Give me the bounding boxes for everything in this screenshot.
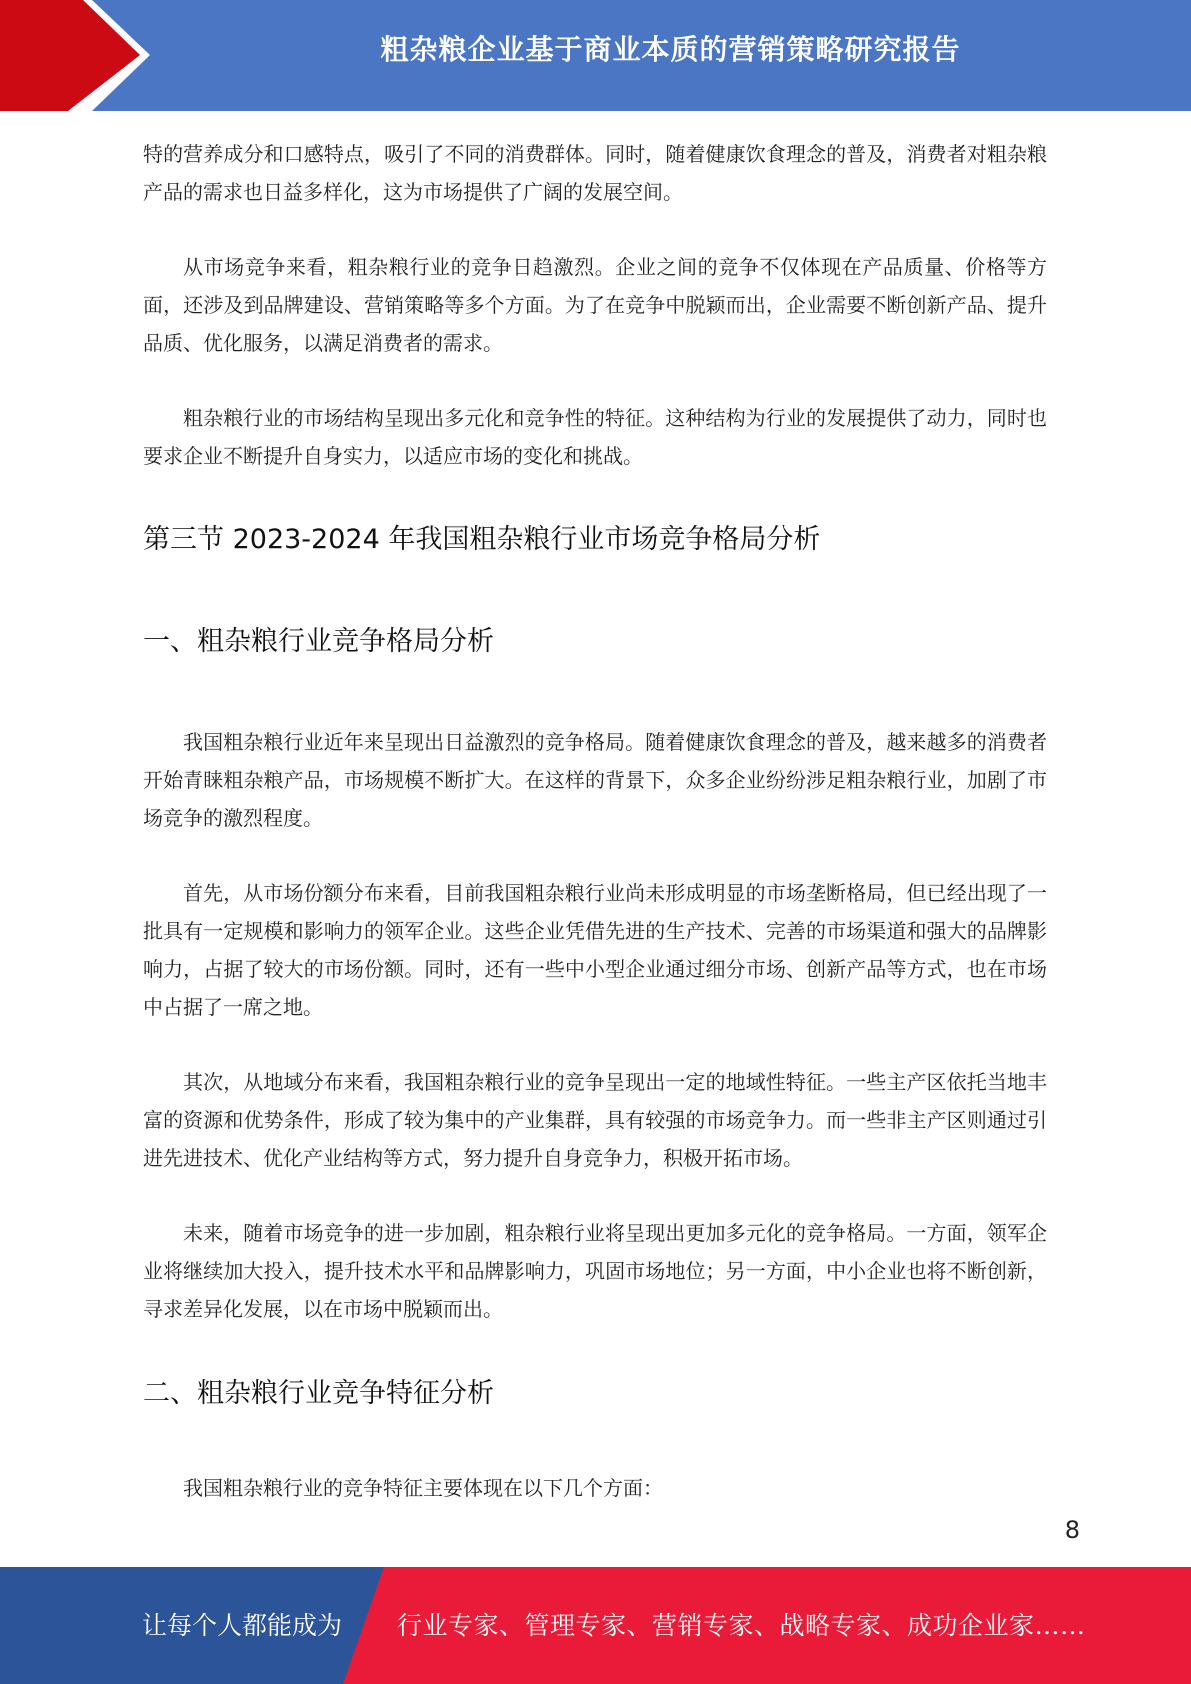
body-paragraph: 其次，从地域分布来看，我国粗杂粮行业的竞争呈现出一定的地域性特征。一些主产区依托当地丰富的资源和优势条件，形成了较为集中的产业集群，具有较强的市场竞争力。而一些非主产区则通过引进先进技术、优化产业结构等方式，努力提升自身竞争力，积极开拓市场。 [143,1070,1047,1170]
subsection-heading: 一、粗杂粮行业竞争格局分析 [143,626,494,657]
body-paragraph: 特的营养成分和口感特点，吸引了不同的消费群体。同时，随着健康饮食理念的普及，消费者对粗杂粮产品的需求也日益多样化，这为市场提供了广阔的发展空间。 [143,142,1047,204]
page-number: 8 [1064,1516,1080,1544]
body-paragraph: 我国粗杂粮行业近年来呈现出日益激烈的竞争格局。随着健康饮食理念的普及，越来越多的消费者开始青睐粗杂粮产品，市场规模不断扩大。在这样的背景下，众多企业纷纷涉足粗杂粮行业，加剧了市场竞争的激烈程度。 [143,730,1047,830]
report-title: 粗杂粮企业基于商业本质的营销策略研究报告 [380,33,961,66]
body-paragraph: 我国粗杂粮行业的竞争特征主要体现在以下几个方面： [183,1476,663,1500]
page-footer [0,1567,1191,1684]
page-header [0,0,1191,111]
header-red-chevron-icon [0,0,160,111]
body-paragraph: 粗杂粮行业的市场结构呈现出多元化和竞争性的特征。这种结构为行业的发展提供了动力，同时也要求企业不断提升自身实力，以适应市场的变化和挑战。 [143,406,1047,468]
body-paragraph: 未来，随着市场竞争的进一步加剧，粗杂粮行业将呈现出更加多元化的竞争格局。一方面，领军企业将继续加大投入，提升技术水平和品牌影响力，巩固市场地位；另一方面，中小企业也将不断创新，寻求差异化发展，以在市场中脱颖而出。 [143,1221,1047,1321]
footer-slogan-right: 行业专家、管理专家、营销专家、战略专家、成功企业家…… [397,1611,1086,1640]
page-content [143,135,1047,1507]
subsection-heading: 二、粗杂粮行业竞争特征分析 [143,1378,494,1409]
body-paragraph: 从市场竞争来看，粗杂粮行业的竞争日趋激烈。企业之间的竞争不仅体现在产品质量、价格等方面，还涉及到品牌建设、营销策略等多个方面。为了在竞争中脱颖而出，企业需要不断创新产品、提升品质、优化服务，以满足消费者的需求。 [143,255,1047,355]
section-heading: 第三节 2023-2024 年我国粗杂粮行业市场竞争格局分析 [143,524,821,555]
body-paragraph: 首先，从市场份额分布来看，目前我国粗杂粮行业尚未形成明显的市场垄断格局，但已经出现了一批具有一定规模和影响力的领军企业。这些企业凭借先进的生产技术、完善的市场渠道和强大的品牌影响力，占据了较大的市场份额。同时，还有一些中小型企业通过细分市场、创新产品等方式，也在市场中占据了一席之地。 [143,881,1047,1019]
footer-slogan-left: 让每个人都能成为 [142,1611,343,1640]
